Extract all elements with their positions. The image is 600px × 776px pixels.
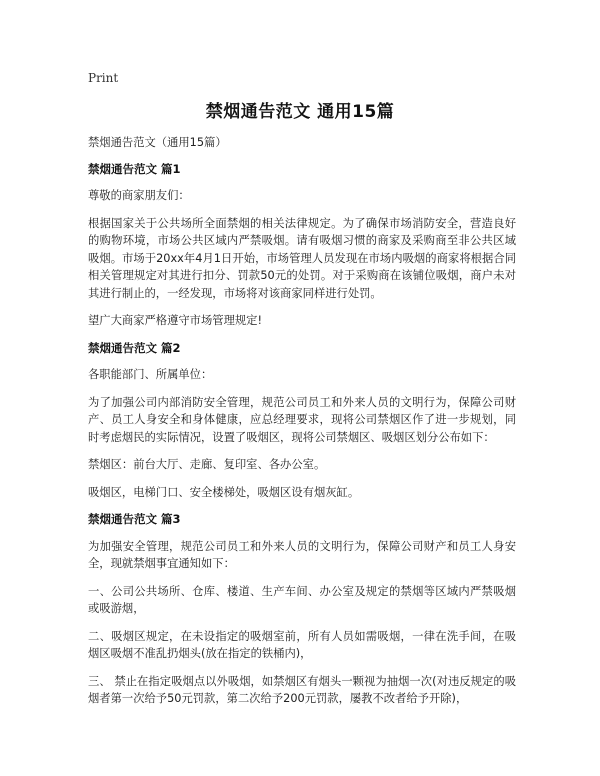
section-heading-1: 禁烟通告范文 篇1 xyxy=(88,161,181,176)
section-3-paragraph: 三、 禁止在指定吸烟点以外吸烟，如禁烟区有烟头一颗视为抽烟一次(对违反规定的吸烟者第一次给予50元罚款，第二次给予200元罚款，屡教不改者给予开除)， xyxy=(88,674,516,705)
section-2-paragraph: 为了加强公司内部消防安全管理，规范公司员工和外来人员的文明行为，保障公司财产、员工人身安全和身体健康，应总经理要求，现将公司禁烟区作了进一步规划，同时考虑烟民的实际情况，设置了吸烟区，现将公司禁烟区、吸烟区划分公布如下： xyxy=(88,395,516,444)
section-heading-2: 禁烟通告范文 篇2 xyxy=(88,340,181,355)
print-label: Print xyxy=(88,71,119,85)
section-1-paragraph: 根据国家关于公共场所全面禁烟的相关法律规定。为了确保市场消防安全，营造良好的购物环境，市场公共区域内严禁吸烟。请有吸烟习惯的商家及采购商至非公共区域吸烟。市场于20xx年4月1日开始，市场管理人员发现在市场内吸烟的商家将根据合同相关管理规定对其进行扣分、罚款50元的处罚。对于采购商在该铺位吸烟，商户未对其进行制止的，一经发现，市场将对该商家同样进行处罚。 xyxy=(88,216,516,300)
document-title: 禁烟通告范文 通用15篇 xyxy=(205,102,395,122)
section-1-paragraph: 望广大商家严格遵守市场管理规定! xyxy=(88,314,262,327)
document-body xyxy=(88,134,516,718)
section-2-paragraph: 各职能部门、所属单位： xyxy=(88,368,213,381)
section-3-paragraph: 一、公司公共场所、仓库、楼道、生产车间、办公室及规定的禁烟等区域内严禁吸烟或吸游烟， xyxy=(88,584,516,615)
section-3-paragraph: 为加强安全管理，规范公司员工和外来人员的文明行为，保障公司财产和员工人身安全，现就禁烟事宜通知如下： xyxy=(88,539,516,570)
intro-line: 禁烟通告范文（通用15篇） xyxy=(88,136,227,149)
section-2-paragraph: 吸烟区，电梯门口、安全楼梯处，吸烟区设有烟灰缸。 xyxy=(88,485,360,499)
section-1-paragraph: 尊敬的商家朋友们： xyxy=(88,189,190,202)
section-2-paragraph: 禁烟区：前台大厅、走廊、复印室、各办公室。 xyxy=(88,458,326,471)
section-heading-3: 禁烟通告范文 篇3 xyxy=(88,512,181,526)
section-3-paragraph: 二、吸烟区规定，在未设指定的吸烟室前，所有人员如需吸烟，一律在洗手间，在吸烟区吸烟不准乱扔烟头(放在指定的铁桶内)， xyxy=(88,629,516,660)
